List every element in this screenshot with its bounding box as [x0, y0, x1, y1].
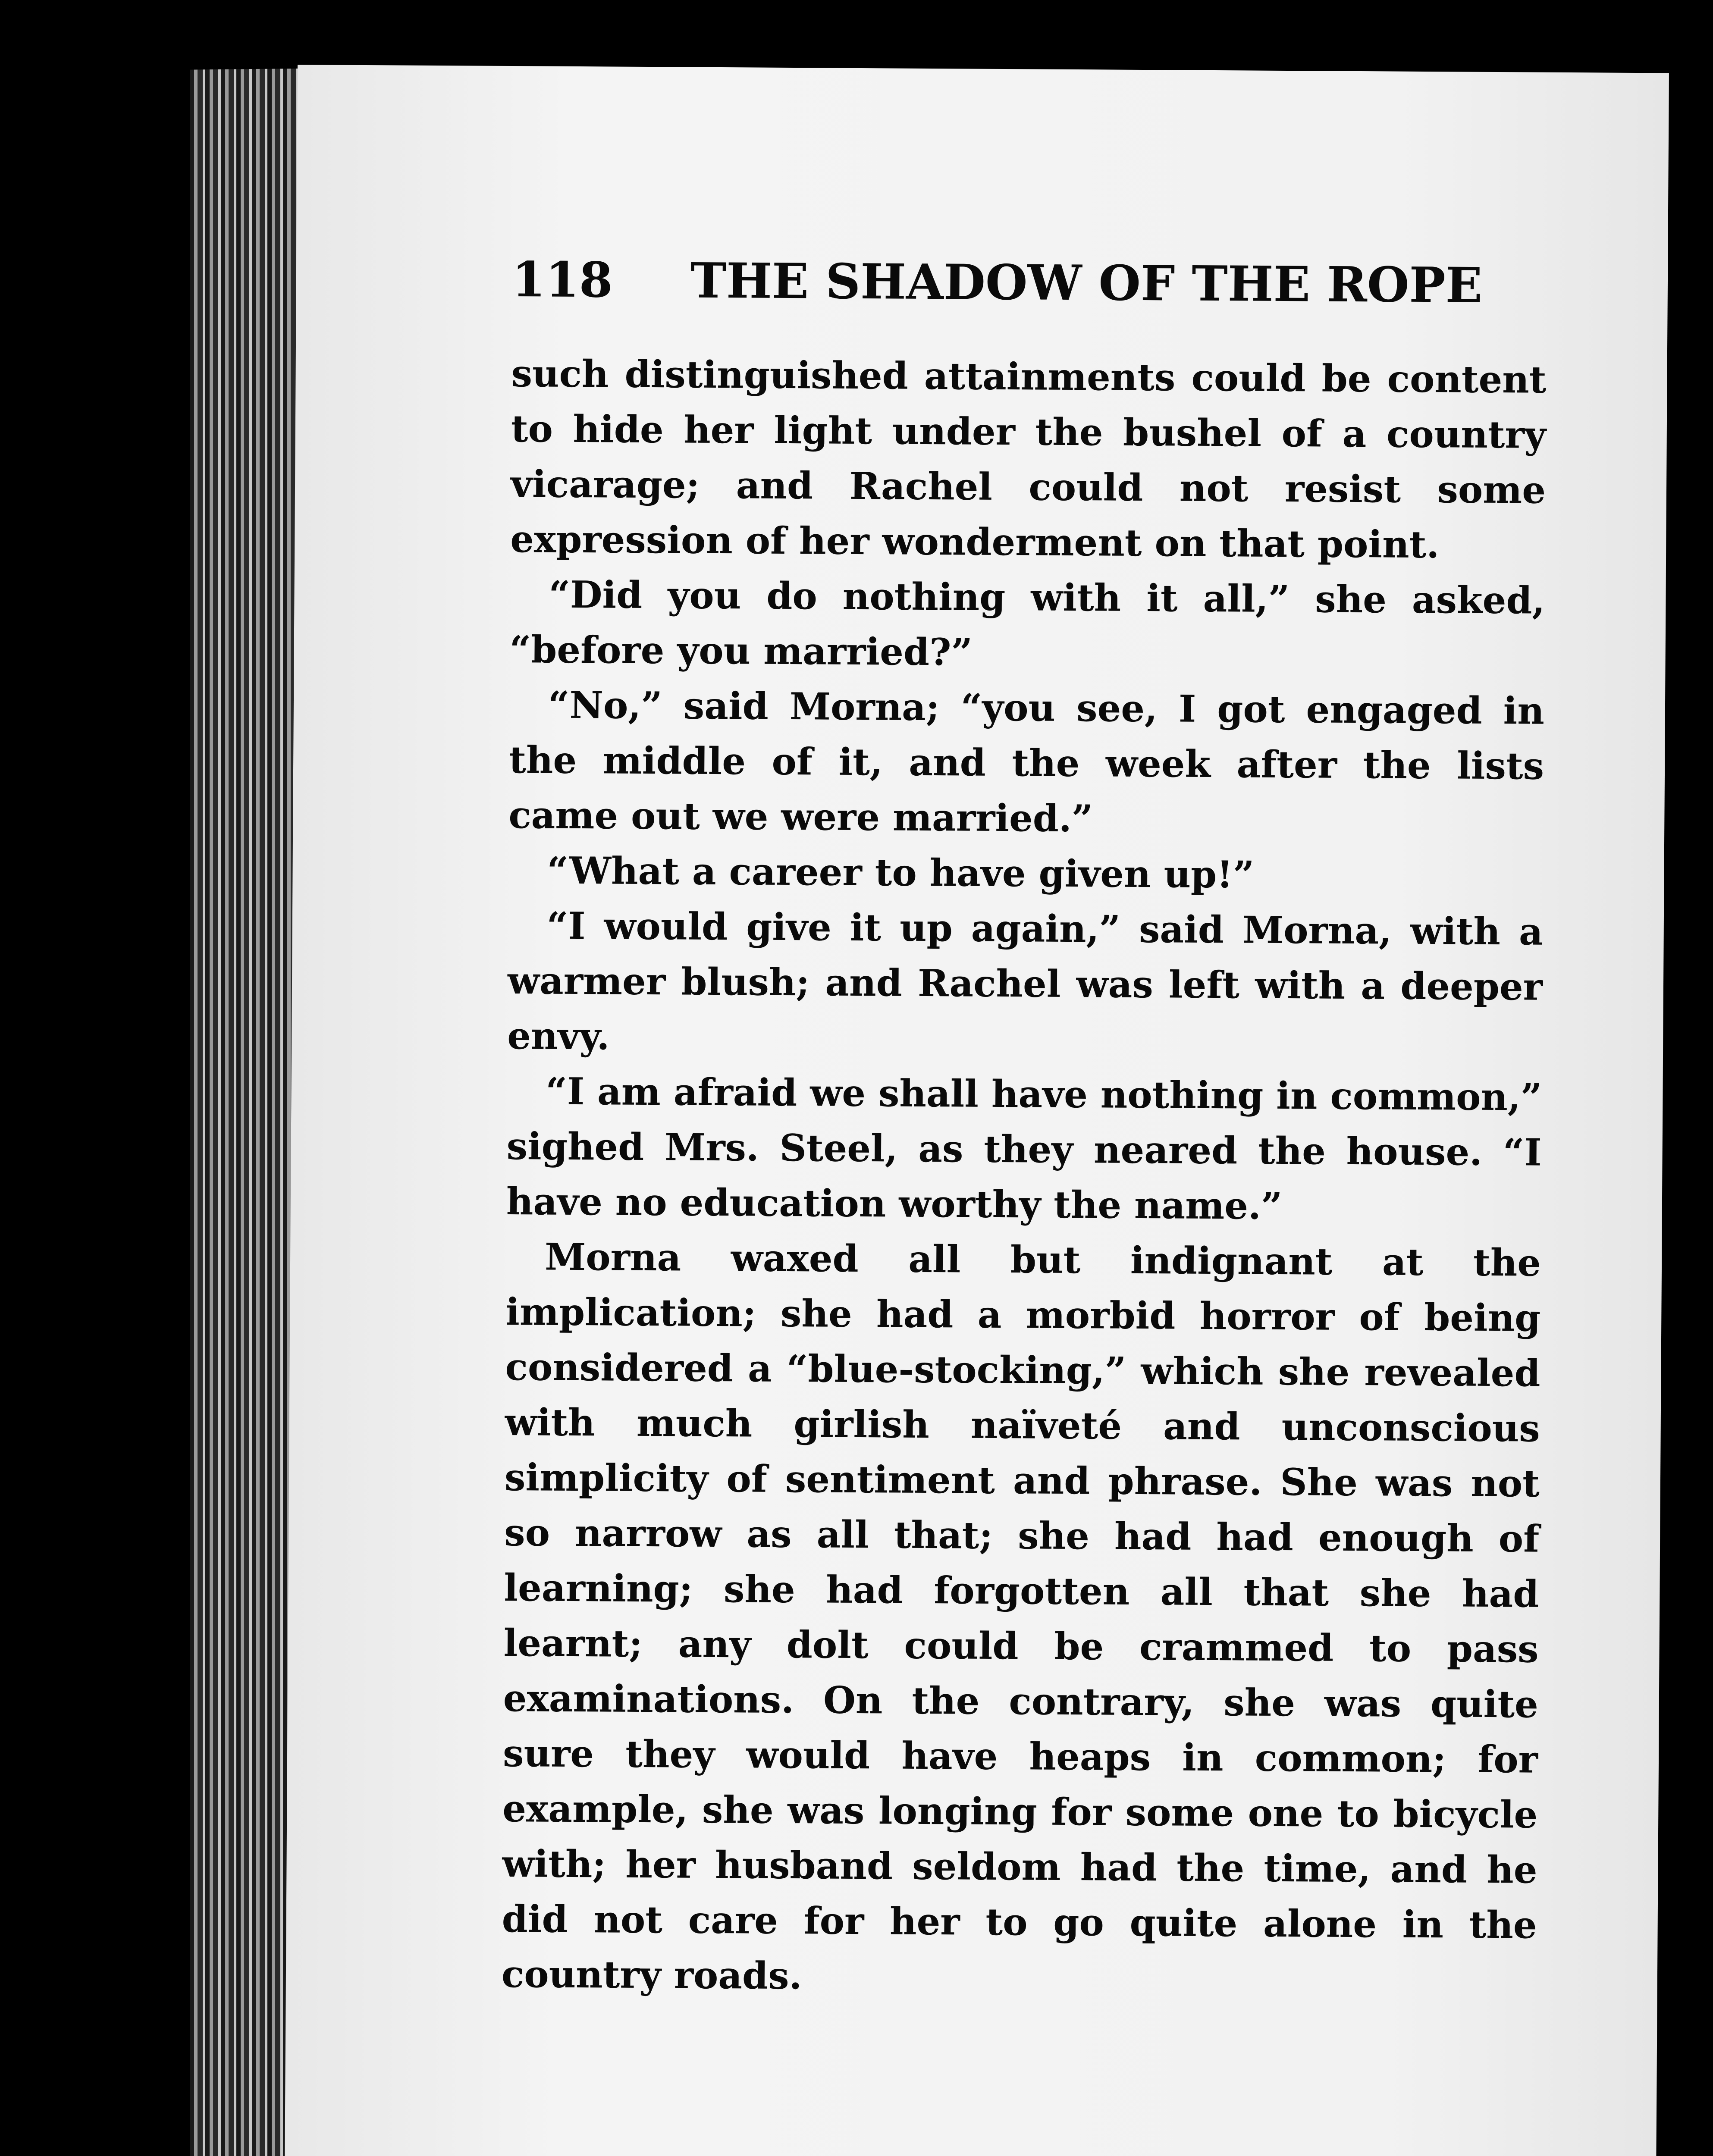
paragraph: “I would give it up again,” said Morna, with a warmer blush; and Rachel was left with a deeper envy. — [507, 904, 1544, 1059]
book-page — [284, 65, 1669, 2156]
paragraph: “No,” said Morna; “you see, I got engaged in the middle of it, and the week after the lists came out we were married.” — [508, 683, 1545, 841]
paragraph: Morna waxed all but indignant at the implication; she had a morbid horror of being considered a “blue-stocking,” which she revealed with much girlish naïveté and unconscious simplicity of sentiment and phrase. She was not so narrow as all that; she had had enough of learning; she had forgotten all that she had learnt; any dolt could be crammed to pass examinations. On the contrary, she was quite sure they would have heaps in common; for example, she was longing for some one to bicycle with; her husband seldom had the time, and he did not care for her to go quite alone in the country roads. — [501, 1235, 1541, 1998]
paragraph: “I am afraid we shall have nothing in common,” sighed Mrs. Steel, as they neared the house. “I have no education worthy the name.” — [506, 1069, 1542, 1228]
running-title: THE SHADOW OF THE ROPE — [690, 252, 1483, 314]
body-text — [502, 346, 1547, 2009]
paragraph: such distinguished attainments could be content to hide her light under the bushel of a country vicarage; and Rachel could not resist some expression of her wonderment on that point. — [510, 352, 1547, 567]
running-header — [512, 251, 1713, 315]
page-number: 118 — [511, 251, 613, 309]
paragraph: “What a career to have given up!” — [547, 849, 1255, 897]
paragraph: “Did you do nothing with it all,” she asked, “before you married?” — [509, 573, 1545, 674]
